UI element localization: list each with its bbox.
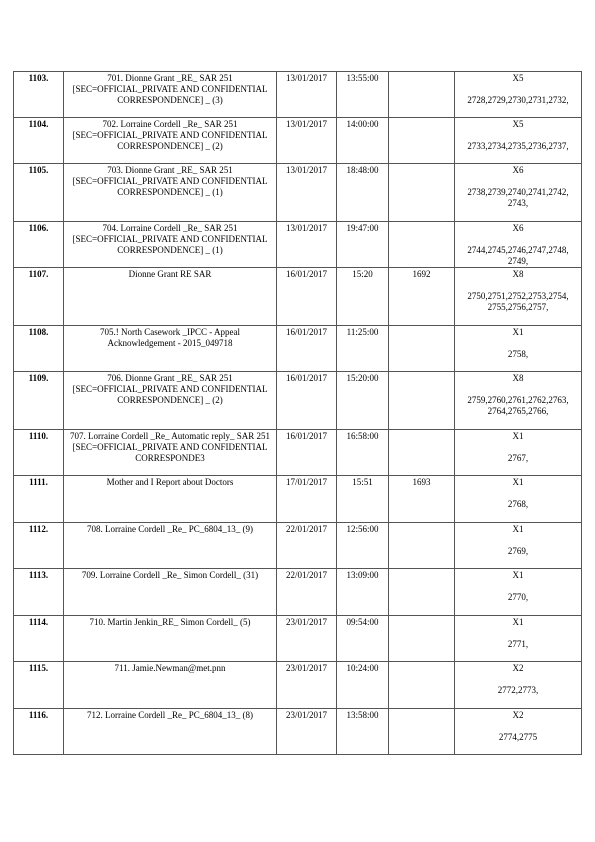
page-range-cell [455,372,582,430]
page-count: X6 [512,223,524,233]
page-count: X6 [512,165,524,175]
page-range-cell [455,222,582,268]
page-count: X8 [512,269,524,279]
document-date: 13/01/2017 [277,118,337,164]
document-title: 702. Lorraine Cordell _Re_ SAR 251 [SEC=OFFICIAL_PRIVATE AND CONFIDENTIAL CORRESPONDENCE] _ (2) [64,118,277,164]
document-title: 703. Dionne Grant _RE_ SAR 251 [SEC=OFFICIAL_PRIVATE AND CONFIDENTIAL CORRESPONDENCE] _ (1) [64,164,277,222]
document-title: 704. Lorraine Cordell _Re_ SAR 251 [SEC=OFFICIAL_PRIVATE AND CONFIDENTIAL CORRESPONDENCE] _ (1) [64,222,277,268]
document-reference [389,326,455,372]
document-reference [389,430,455,476]
document-title: 708. Lorraine Cordell _Re_ PC_6804_13_ (9) [64,523,277,569]
document-date: 13/01/2017 [277,222,337,268]
document-date: 16/01/2017 [277,326,337,372]
row-number: 1111. [14,476,64,523]
document-title: 710. Martin Jenkin_RE_ Simon Cordell_ (5) [64,616,277,662]
page-numbers: 2774,2775 [498,732,538,742]
table-row [14,569,582,616]
row-number: 1110. [14,430,64,476]
document-time: 15:20:00 [337,372,389,430]
document-time: 13:55:00 [337,72,389,118]
page-range-cell [455,268,582,326]
page-numbers: 2750,2751,2752,2753,2754, 2755,2756,2757, [467,291,569,312]
document-reference [389,662,455,709]
document-date: 22/01/2017 [277,523,337,569]
page-range-cell [455,118,582,164]
table-row [14,118,582,164]
document-time: 13:09:00 [337,569,389,616]
row-number: 1106. [14,222,64,268]
row-number: 1105. [14,164,64,222]
document-time: 16:58:00 [337,430,389,476]
table-row [14,662,582,709]
document-title: 709. Lorraine Cordell _Re_ Simon Cordell_ (31) [64,569,277,616]
row-number: 1107. [14,268,64,326]
document-title: 706. Dionne Grant _RE_ SAR 251 [SEC=OFFICIAL_PRIVATE AND CONFIDENTIAL CORRESPONDENCE] _ (2) [64,372,277,430]
table-row [14,326,582,372]
document-reference: 1693 [389,476,455,523]
row-number: 1116. [14,709,64,755]
page-range-cell [455,569,582,616]
document-date: 23/01/2017 [277,616,337,662]
table-row [14,72,582,118]
page-numbers: 2772,2773, [497,685,539,695]
document-time: 10:24:00 [337,662,389,709]
page-numbers: 2767, [507,453,529,463]
page-range-cell [455,164,582,222]
document-index-table [13,71,582,755]
page-range-cell [455,72,582,118]
page-numbers: 2728,2729,2730,2731,2732, [467,95,569,105]
document-title: 711. Jamie.Newman@met.pnn [64,662,277,709]
table-body [14,72,582,755]
document-reference [389,569,455,616]
document-reference: 1692 [389,268,455,326]
row-number: 1114. [14,616,64,662]
row-number: 1112. [14,523,64,569]
document-title: 712. Lorraine Cordell _Re_ PC_6804_13_ (8) [64,709,277,755]
table-row [14,616,582,662]
table-row [14,523,582,569]
row-number: 1104. [14,118,64,164]
document-date: 23/01/2017 [277,709,337,755]
document-reference [389,222,455,268]
document-time: 11:25:00 [337,326,389,372]
document-time: 18:48:00 [337,164,389,222]
row-number: 1115. [14,662,64,709]
row-number: 1103. [14,72,64,118]
document-reference [389,616,455,662]
page-numbers: 2738,2739,2740,2741,2742, 2743, [467,187,569,208]
table-row [14,268,582,326]
page-numbers: 2769, [507,546,529,556]
table-row [14,476,582,523]
page-count: X1 [512,570,524,580]
document-time: 15:51 [337,476,389,523]
page-numbers: 2770, [507,592,529,602]
document-time: 12:56:00 [337,523,389,569]
page-range-cell [455,523,582,569]
page-count: X1 [512,617,524,627]
page-range-cell [455,616,582,662]
document-date: 23/01/2017 [277,662,337,709]
document-title: 701. Dionne Grant _RE_ SAR 251 [SEC=OFFICIAL_PRIVATE AND CONFIDENTIAL CORRESPONDENCE] _ (3) [64,72,277,118]
table-row [14,222,582,268]
page-numbers: 2744,2745,2746,2747,2748, 2749, [467,245,569,266]
page-count: X2 [512,663,524,673]
page-range-cell [455,430,582,476]
page-range-cell [455,709,582,755]
document-reference [389,72,455,118]
document-reference [389,709,455,755]
row-number: 1113. [14,569,64,616]
document-date: 13/01/2017 [277,72,337,118]
page-numbers: 2758, [507,349,529,359]
document-date: 22/01/2017 [277,569,337,616]
row-number: 1109. [14,372,64,430]
table-row [14,372,582,430]
document-title: Dionne Grant RE SAR [64,268,277,326]
page-count: X2 [512,710,524,720]
page-count: X1 [512,477,524,487]
page-numbers: 2771, [507,639,529,649]
page-count: X8 [512,373,524,383]
document-title: 705.! North Casework _IPCC - Appeal Acknowledgement - 2015_049718 [64,326,277,372]
page-range-cell [455,326,582,372]
document-date: 16/01/2017 [277,372,337,430]
page-numbers: 2759,2760,2761,2762,2763, 2764,2765,2766, [467,395,569,416]
document-date: 17/01/2017 [277,476,337,523]
table-row [14,164,582,222]
page-count: X5 [512,119,524,129]
page-numbers: 2733,2734,2735,2736,2737, [467,141,569,151]
page-count: X1 [512,524,524,534]
page-range-cell [455,662,582,709]
document-time: 15:20 [337,268,389,326]
document-date: 13/01/2017 [277,164,337,222]
table-row [14,709,582,755]
document-time: 09:54:00 [337,616,389,662]
page-count: X1 [512,327,524,337]
document-title: Mother and I Report about Doctors [64,476,277,523]
page-count: X1 [512,431,524,441]
document-date: 16/01/2017 [277,268,337,326]
page-numbers: 2768, [507,499,529,509]
document-title: 707. Lorraine Cordell _Re_ Automatic reply_ SAR 251 [SEC=OFFICIAL_PRIVATE AND CONFIDENTIAL CORRESPONDE3 [64,430,277,476]
page-count: X5 [512,73,524,83]
document-time: 14:00:00 [337,118,389,164]
document-time: 13:58:00 [337,709,389,755]
row-number: 1108. [14,326,64,372]
page-range-cell [455,476,582,523]
document-reference [389,523,455,569]
document-time: 19:47:00 [337,222,389,268]
table-row [14,430,582,476]
document-reference [389,118,455,164]
document-date: 16/01/2017 [277,430,337,476]
document-reference [389,372,455,430]
document-reference [389,164,455,222]
